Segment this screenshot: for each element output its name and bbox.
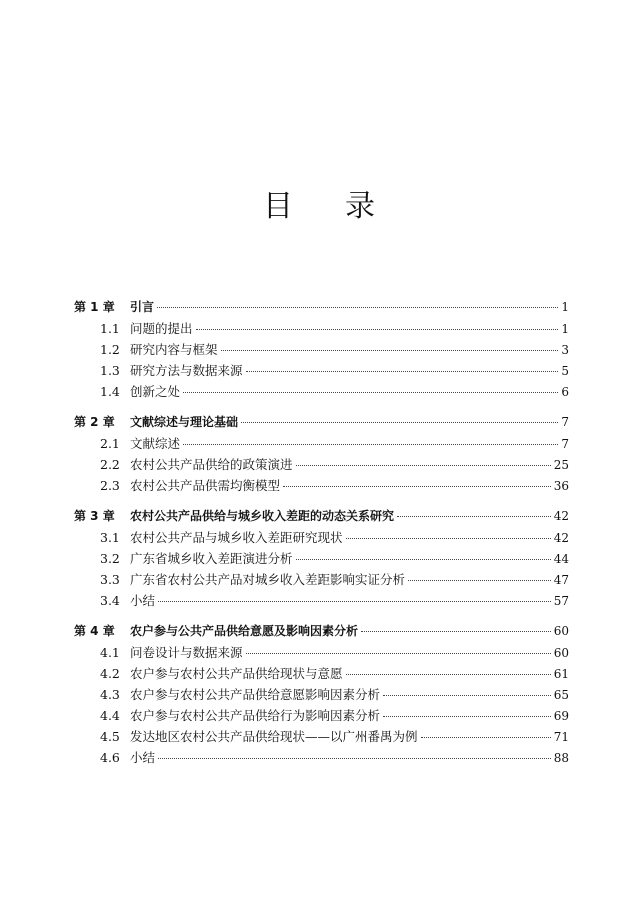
page-number: 7 xyxy=(561,437,569,451)
leader-dots xyxy=(421,737,551,738)
toc-section-row[interactable] xyxy=(74,591,569,612)
section-number: 2.3 xyxy=(100,478,120,493)
page-number: 60 xyxy=(553,624,569,638)
section-number: 3.3 xyxy=(100,572,120,587)
section-title: 研究内容与框架 xyxy=(130,342,218,357)
section-number: 3.1 xyxy=(100,530,120,545)
page-number: 1 xyxy=(561,300,569,314)
section-number: 1.2 xyxy=(100,342,120,357)
section-number: 4.1 xyxy=(100,645,120,660)
page-title xyxy=(0,181,638,225)
page-number: 65 xyxy=(553,688,569,702)
page-number: 7 xyxy=(561,415,569,429)
section-title: 研究方法与数据来源 xyxy=(130,363,243,378)
section-number: 1.1 xyxy=(100,321,120,336)
section-title: 小结 xyxy=(130,593,156,608)
leader-dots xyxy=(296,465,551,466)
section-title: 小结 xyxy=(130,750,156,765)
leader-dots xyxy=(383,716,551,717)
page-number: 47 xyxy=(553,573,569,587)
page-number: 5 xyxy=(561,364,569,378)
leader-dots xyxy=(157,307,558,308)
table-of-contents xyxy=(74,298,569,769)
section-title: 农村公共产品与城乡收入差距研究现状 xyxy=(130,530,343,545)
leader-dots xyxy=(397,516,551,517)
page-number: 69 xyxy=(553,709,569,723)
section-title: 创新之处 xyxy=(130,384,181,399)
page-number: 71 xyxy=(553,730,569,744)
leader-dots xyxy=(183,392,558,393)
chapter-title: 引言 xyxy=(130,300,155,314)
section-title: 广东省农村公共产品对城乡收入差距影响实证分析 xyxy=(130,572,406,587)
leader-dots xyxy=(158,758,551,759)
section-title: 农村公共产品供需均衡模型 xyxy=(130,478,281,493)
leader-dots xyxy=(383,695,551,696)
leader-dots xyxy=(196,329,558,330)
section-number: 4.3 xyxy=(100,687,120,702)
toc-section-row[interactable] xyxy=(74,748,569,769)
toc-section-row[interactable] xyxy=(74,434,569,455)
section-number: 4.5 xyxy=(100,729,120,744)
toc-chapter-row[interactable] xyxy=(74,507,569,528)
leader-dots xyxy=(246,653,551,654)
leader-dots xyxy=(346,538,551,539)
toc-section-row[interactable] xyxy=(74,528,569,549)
page-number: 57 xyxy=(553,594,569,608)
page-number: 42 xyxy=(553,509,569,523)
toc-section-row[interactable] xyxy=(74,643,569,664)
leader-dots xyxy=(283,486,551,487)
section-number: 4.4 xyxy=(100,708,120,723)
section-title: 发达地区农村公共产品供给现状——以广州番禺为例 xyxy=(130,729,418,744)
toc-section-row[interactable] xyxy=(74,476,569,497)
page-number: 6 xyxy=(561,385,569,399)
page-number: 44 xyxy=(553,552,569,566)
section-number: 2.1 xyxy=(100,436,120,451)
page-number: 3 xyxy=(561,343,569,357)
chapter-title: 农户参与公共产品供给意愿及影响因素分析 xyxy=(130,624,359,638)
section-title: 农户参与农村公共产品供给意愿影响因素分析 xyxy=(130,687,381,702)
section-number: 1.3 xyxy=(100,363,120,378)
leader-dots xyxy=(346,674,551,675)
leader-dots xyxy=(241,422,558,423)
page-number: 88 xyxy=(553,751,569,765)
leader-dots xyxy=(296,559,551,560)
section-title: 问卷设计与数据来源 xyxy=(130,645,243,660)
toc-chapter-row[interactable] xyxy=(74,298,569,319)
section-number: 2.2 xyxy=(100,457,120,472)
toc-section-row[interactable] xyxy=(74,455,569,476)
chapter-number: 第 3 章 xyxy=(74,509,115,523)
toc-section-row[interactable] xyxy=(74,382,569,403)
chapter-title: 农村公共产品供给与城乡收入差距的动态关系研究 xyxy=(130,509,395,523)
leader-dots xyxy=(183,444,558,445)
chapter-number: 第 4 章 xyxy=(74,624,115,638)
toc-section-row[interactable] xyxy=(74,570,569,591)
toc-chapter-row[interactable] xyxy=(74,622,569,643)
leader-dots xyxy=(361,631,551,632)
leader-dots xyxy=(408,580,551,581)
section-title: 广东省城乡收入差距演进分析 xyxy=(130,551,293,566)
section-title: 文献综述 xyxy=(130,436,181,451)
section-title: 农户参与农村公共产品供给现状与意愿 xyxy=(130,666,343,681)
section-number: 3.2 xyxy=(100,551,120,566)
page-number: 25 xyxy=(553,458,569,472)
page-number: 61 xyxy=(553,667,569,681)
section-number: 4.2 xyxy=(100,666,120,681)
leader-dots xyxy=(158,601,551,602)
chapter-number: 第 2 章 xyxy=(74,415,115,429)
toc-section-row[interactable] xyxy=(74,706,569,727)
page-number: 42 xyxy=(553,531,569,545)
section-number: 4.6 xyxy=(100,750,120,765)
chapter-title: 文献综述与理论基础 xyxy=(130,415,239,429)
toc-section-row[interactable] xyxy=(74,664,569,685)
title-char-left: 目 xyxy=(263,189,293,224)
section-number: 1.4 xyxy=(100,384,120,399)
page-number: 36 xyxy=(553,479,569,493)
toc-section-row[interactable] xyxy=(74,340,569,361)
toc-chapter-row[interactable] xyxy=(74,413,569,434)
section-number: 3.4 xyxy=(100,593,120,608)
page-number: 1 xyxy=(561,322,569,336)
toc-section-row[interactable] xyxy=(74,549,569,570)
leader-dots xyxy=(221,350,558,351)
toc-section-row[interactable] xyxy=(74,319,569,340)
toc-section-row[interactable] xyxy=(74,727,569,748)
title-char-right: 录 xyxy=(345,189,375,224)
toc-section-row[interactable] xyxy=(74,685,569,706)
section-title: 农村公共产品供给的政策演进 xyxy=(130,457,293,472)
chapter-number: 第 1 章 xyxy=(74,300,115,314)
leader-dots xyxy=(246,371,558,372)
toc-section-row[interactable] xyxy=(74,361,569,382)
section-title: 农户参与农村公共产品供给行为影响因素分析 xyxy=(130,708,381,723)
section-title: 问题的提出 xyxy=(130,321,193,336)
page-number: 60 xyxy=(553,646,569,660)
